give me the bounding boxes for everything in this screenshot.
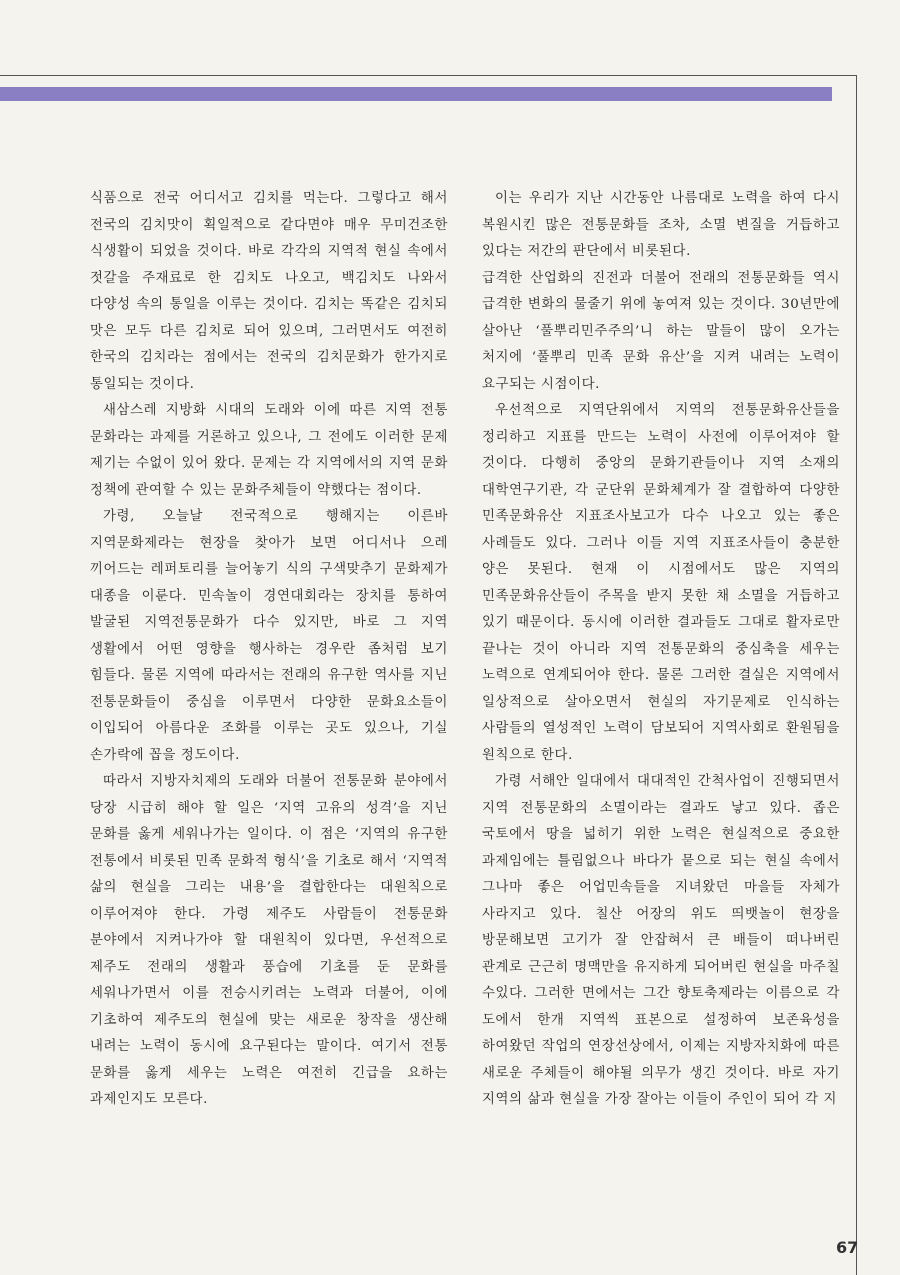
- paragraph: 가령 서해안 일대에서 대대적인 간척사업이 진행되면서 지역 전통문화의 소멸이라는 결과도 낳고 있다. 좁은 국토에서 땅을 넓히기 위한 노력은 현실적으로 중요한 과제임에는 틀림없으나 바다가 뭍으로 되는 현실 속에서 그나마 좋은 어업민속들을 지녀왔던 마을들 자체가 사라지고 있다. 칠산 어장의 위도 띄뱃놀이 현장을 방문해보면 고기가 잘 안잡혀서 큰 배들이 떠나버린 관계로 근근히 명맥만을 유지하게 되어버린 현실을 마주칠 수있다. 그러한 면에서는 그간 향토축제라는 이름으로 각 도에서 한개 지역씩 표본으로 설정하여 보존육성을 하여왔던 작업의 연장선상에서, 이제는 지방자치화에 따른 새로운 주체들이 해야될 의무가 생긴 것이다. 바로 자기 지역의 삶과 현실을 가장 잘아는 이들이 주인이 되어 각 지: [482, 774, 840, 1107]
- left-text-column: [90, 186, 448, 1114]
- paragraph: 이는 우리가 지난 시간동안 나름대로 노력을 하여 다시 복원시킨 많은 전통문화들 조차, 소멸 변질을 거듭하고 있다는 저간의 판단에서 비롯된다.: [482, 191, 840, 259]
- paragraph: 우선적으로 지역단위에서 지역의 전통문화유산들을 정리하고 지표를 만드는 노력이 사전에 이루어져야 할 것이다. 다행히 중앙의 문화기관들이나 지역 소재의 대학연구기관, 각 군단위 문화체계가 잘 결합하여 다양한 민족문화유산 지표조사보고가 다수 나오고 있는 좋은 사례들도 있다. 그러나 이들 지역 지표조사들이 충분한 양은 못된다. 현재 이 시점에서도 많은 지역의 민족문화유산들이 주목을 받지 못한 채 소멸을 거듭하고 있기 때문이다. 동시에 이러한 결과들도 그대로 활자로만 끝나는 것이 아니라 지역 전통문화의 중심축을 세우는 노력으로 연계되어야 한다. 물론 그러한 결실은 지역에서 일상적으로 살아오면서 현실의 자기문제로 인식하는 사람들의 열성적인 노력이 담보되어 지역사회로 환원됨을 원칙으로 한다.: [482, 403, 840, 763]
- page-number: 67: [836, 1238, 859, 1257]
- header-accent-bar: [0, 87, 832, 101]
- paragraph: 따라서 지방자치제의 도래와 더불어 전통문화 분야에서 당장 시급히 해야 할 일은 ‘지역 고유의 성격’을 지닌 문화를 옳게 세워나가는 일이다. 이 점은 ‘지역의 유구한 전통에서 비롯된 민족 문화적 형식’을 기초로 해서 ‘지역적 삶의 현실을 그리는 내용’을 결합한다는 대원칙으로 이루어져야 한다. 가령 제주도 사람들이 전통문화 분야에서 지켜나가야 할 대원칙이 있다면, 우선적으로 제주도 전래의 생활과 풍습에 기초를 둔 문화를 세워나가면서 이를 전승시키려는 노력과 더불어, 이에 기초하여 제주도의 현실에 맞는 새로운 창작을 생산해 내려는 노력이 동시에 요구된다는 말이다. 여기서 전통 문화를 옳게 세우는 노력은 여전히 긴급을 요하는 과제인지도 모른다.: [90, 774, 448, 1107]
- paragraph: 새삼스레 지방화 시대의 도래와 이에 따른 지역 전통 문화라는 과제를 거론하고 있으나, 그 전에도 이러한 문제 제기는 수없이 있어 왔다. 문제는 각 지역에서의 지역 문화 정책에 관여할 수 있는 문화주체들이 약했다는 점이다.: [90, 403, 448, 498]
- paragraph: 가령, 오늘날 전국적으로 행해지는 이른바 지역문화제라는 현장을 찾아가 보면 어디서나 으레 끼어드는 레퍼토리를 늘어놓기 식의 구색맞추기 문화제가 대종을 이룬다. 민속놀이 경연대회라는 장치를 통하여 발굴된 지역전통문화가 다수 있지만, 바로 그 지역 생활에서 어떤 영향을 행사하는 경우란 좀처럼 보기 힘들다. 물론 지역에 따라서는 전래의 유구한 역사를 지닌 전통문화들이 중심을 이루면서 다양한 문화요소들이 이입되어 아름다운 조화를 이루는 곳도 있으나, 기실 손가락에 꼽을 정도이다.: [90, 509, 448, 763]
- paragraph: 식품으로 전국 어디서고 김치를 먹는다. 그렇다고 해서 전국의 김치맛이 획일적으로 같다면야 매우 무미건조한 식생활이 되었을 것이다. 바로 각각의 지역적 현실 속에서 젓갈을 주재료로 한 김치도 나오고, 백김치도 나와서 다양성 속의 통일을 이루는 것이다. 김치는 똑같은 김치되 맛은 모두 다른 김치로 되어 있으며, 그러면서도 여전히 한국의 김치라는 점에서는 전국의 김치문화가 한가지로 통일되는 것이다.: [90, 191, 448, 392]
- right-text-column: [482, 186, 840, 1114]
- paragraph: 급격한 산업화의 진전과 더불어 전래의 전통문화들 역시 급격한 변화의 물줄기 위에 놓여져 있는 것이다. 30년만에 살아난 ‘풀뿌리민주주의’니 하는 말들이 많이 오가는 처지에 ‘풀뿌리 민족 문화 유산’을 지켜 내려는 노력이 요구되는 시점이다.: [482, 270, 840, 392]
